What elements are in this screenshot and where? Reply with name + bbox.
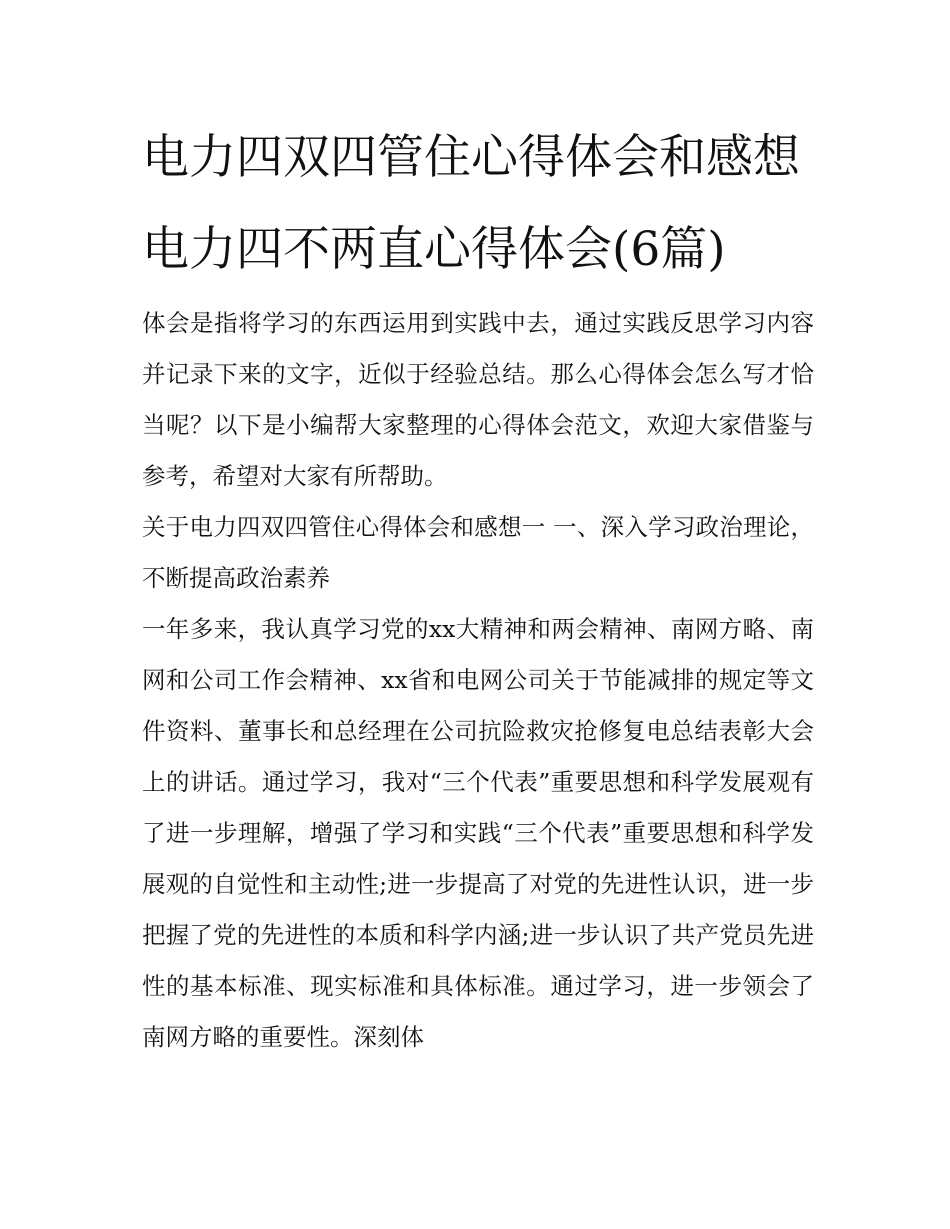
document-title: 电力四双四管住心得体会和感想 电力四不两直心得体会(6篇) <box>142 130 800 277</box>
body-paragraph: 一年多来，我认真学习党的xx大精神和两会精神、南网方略、南网和公司工作会精神、xx省和电网公司关于节能减排的规定等文件资料、董事长和总经理在公司抗险救灾抢修复电总结表彰大会上的讲话。通过学习，我对“三个代表”重要思想和科学发展观有了进一步理解，增强了学习和实践“三个代表”重要思想和科学发展观的自觉性和主动性;进一步提高了对党的先进性认识，进一步把握了党的先进性的本质和科学内涵;进一步认识了共产党员先进性的基本标准、现实标准和具体标准。通过学习，进一步领会了南网方略的重要性。深刻体 <box>142 615 814 1051</box>
intro-paragraph: 体会是指将学习的东西运用到实践中去，通过实践反思学习内容并记录下来的文字，近似于经验总结。那么心得体会怎么写才恰当呢？以下是小编帮大家整理的心得体会范文，欢迎大家借鉴与参考，希望对大家有所帮助。 <box>142 309 814 490</box>
title-block <box>142 112 814 296</box>
document-page <box>142 112 814 1063</box>
section-heading: 关于电力四双四管住心得体会和感想一 一、深入学习政治理论，不断提高政治素养 <box>142 513 814 592</box>
